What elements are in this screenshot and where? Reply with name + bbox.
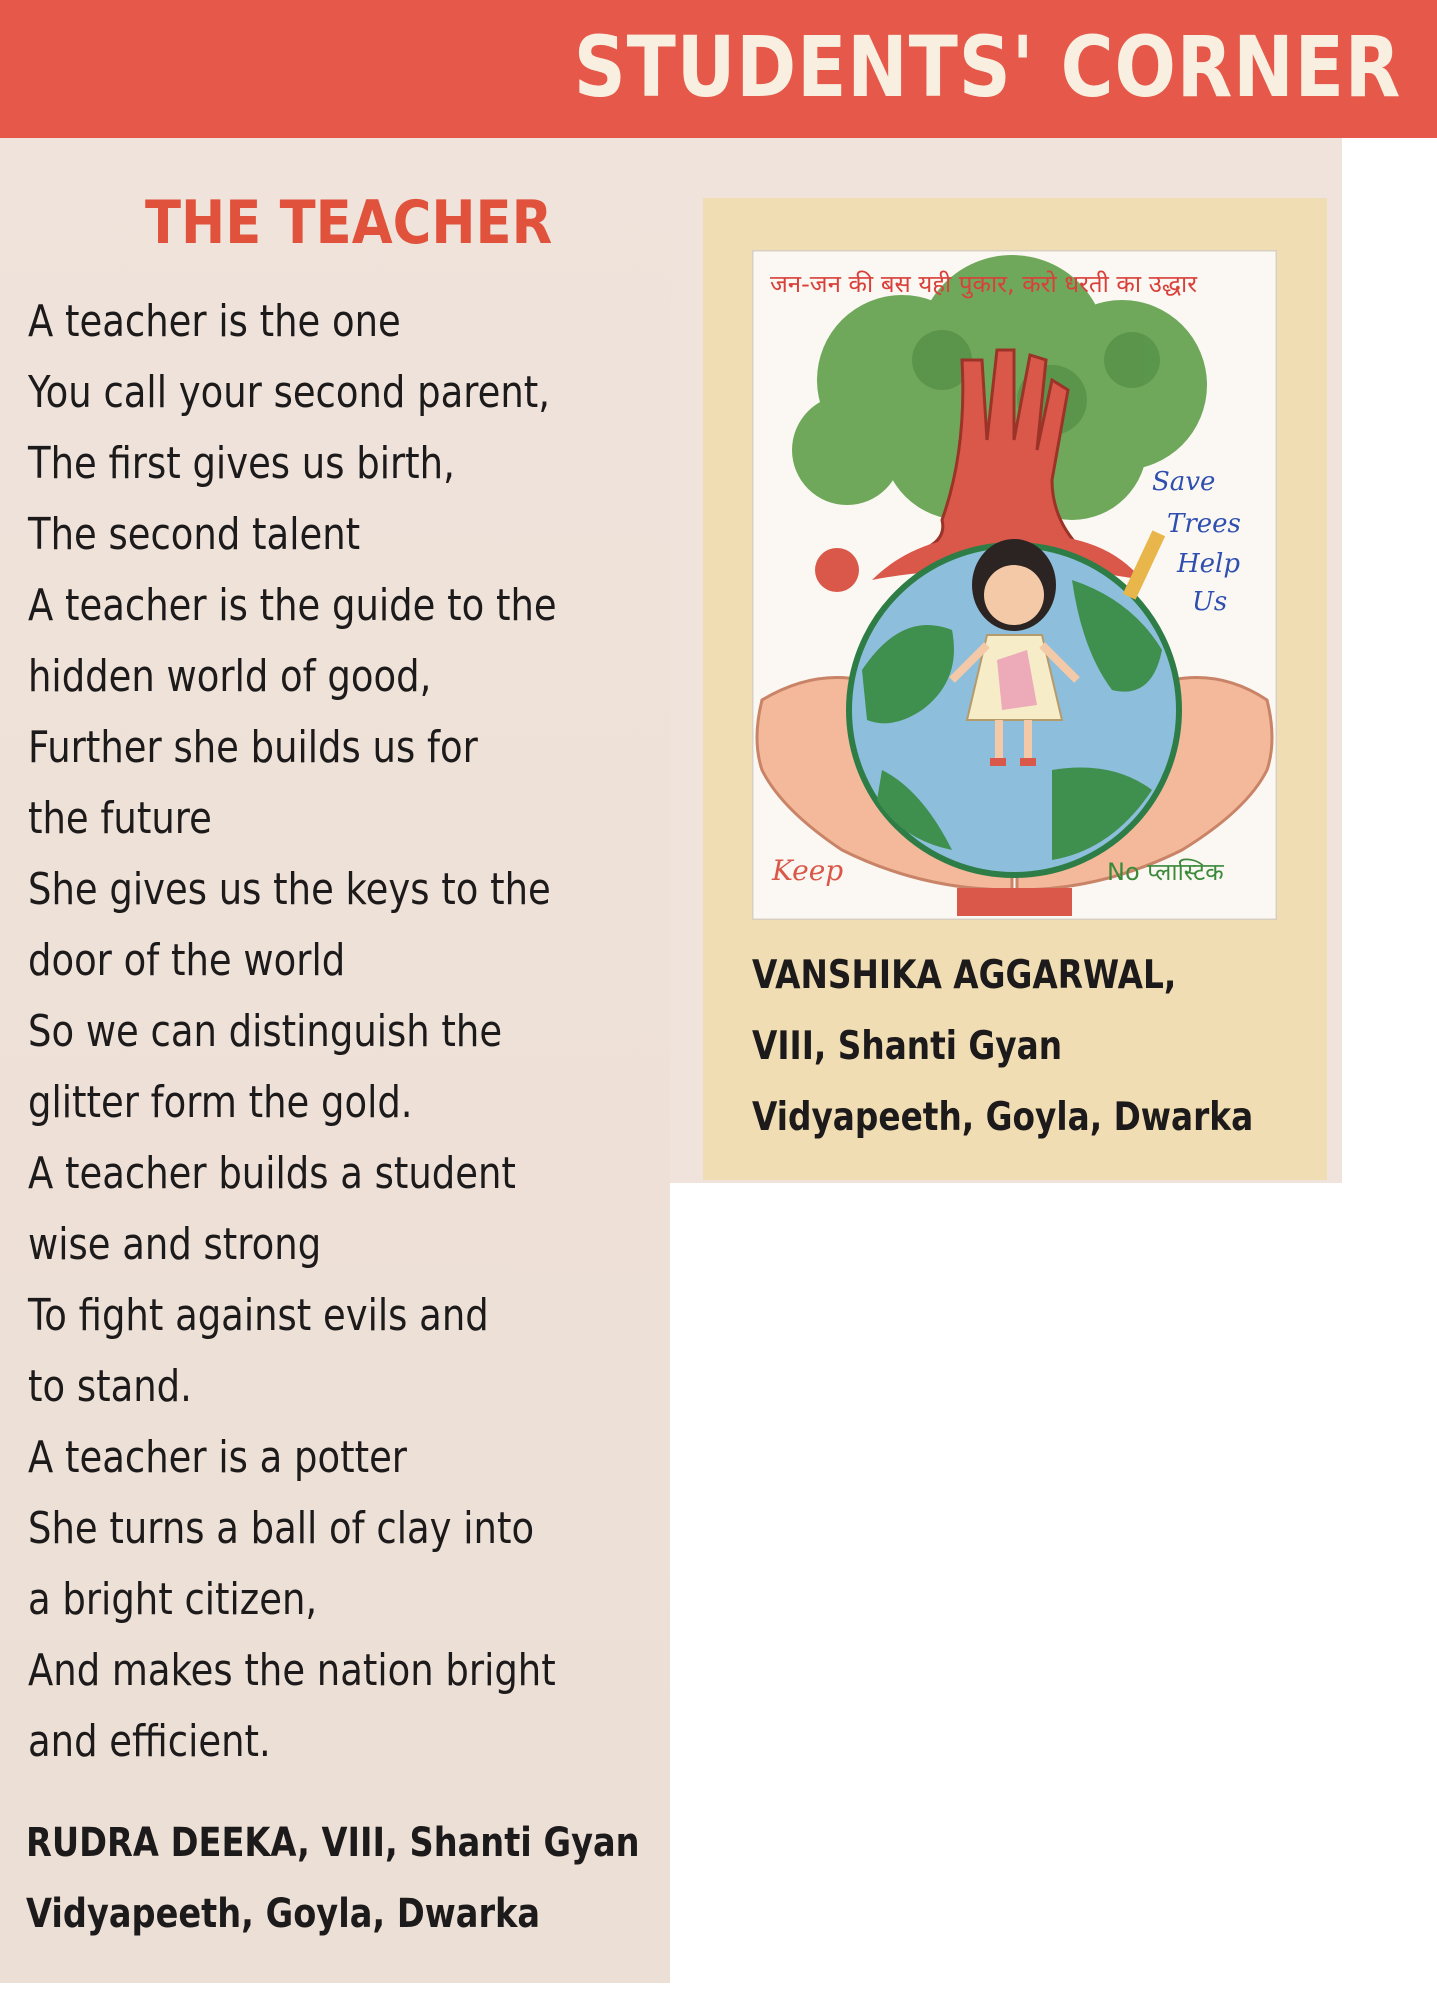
credit-line: Vidyapeeth, Goyla, Dwarka [26, 1891, 541, 1937]
poem-line: Further she builds us for [28, 722, 478, 773]
poem-line: To fight against evils and [28, 1290, 489, 1341]
poem-line: glitter form the gold. [28, 1077, 413, 1128]
credit-line: Vidyapeeth, Goyla, Dwarka [752, 1095, 1254, 1140]
poem-title: THE TEACHER [145, 188, 553, 258]
credit-line: RUDRA DEEKA, VIII, Shanti Gyan [26, 1820, 640, 1866]
svg-text:Help: Help [1177, 549, 1241, 579]
poem-line: A teacher is the guide to the [28, 580, 557, 631]
student-artwork [752, 250, 1277, 920]
poem-line: A teacher builds a student [28, 1148, 516, 1199]
credit-line: VIII, Shanti Gyan [752, 1024, 1063, 1069]
section-title: STUDENTS' CORNER [573, 18, 1401, 116]
poem-line: A teacher is the one [28, 296, 401, 347]
red-fruit [815, 548, 859, 592]
poem-line: The first gives us birth, [28, 438, 455, 489]
poem-line: wise and strong [28, 1219, 322, 1270]
poem-line: to stand. [28, 1361, 192, 1412]
poem-line: You call your second parent, [28, 367, 551, 418]
poem-line: a bright citizen, [28, 1574, 318, 1625]
poem-line: And makes the nation bright [28, 1645, 556, 1696]
poem-line: the future [28, 793, 212, 844]
poem-line: The second talent [28, 509, 361, 560]
poem-line: door of the world [28, 935, 346, 986]
poem-line: A teacher is a potter [28, 1432, 408, 1483]
poem-author-credit [26, 1808, 640, 1950]
artwork-top-text: जन-जन की बस यही पुकार, करो धरती का उद्धार [770, 270, 1198, 298]
poem-line: So we can distinguish the [28, 1006, 503, 1057]
svg-text:Trees: Trees [1167, 509, 1241, 539]
svg-text:Us: Us [1192, 587, 1228, 617]
artwork-artist-credit [752, 940, 1253, 1153]
svg-text:Save: Save [1152, 467, 1216, 497]
poem-line: and efficient. [28, 1716, 271, 1767]
poem-body [28, 286, 668, 1777]
artwork-bottom-left-text: Keep [772, 854, 844, 887]
poem-line: hidden world of good, [28, 651, 432, 702]
poem-line: She turns a ball of clay into [28, 1503, 535, 1554]
poem-line: She gives us the keys to the [28, 864, 551, 915]
credit-line: VANSHIKA AGGARWAL, [752, 953, 1177, 998]
wrist-band [957, 888, 1072, 916]
artwork-bottom-right-text: No प्लास्टिक [1107, 858, 1224, 886]
